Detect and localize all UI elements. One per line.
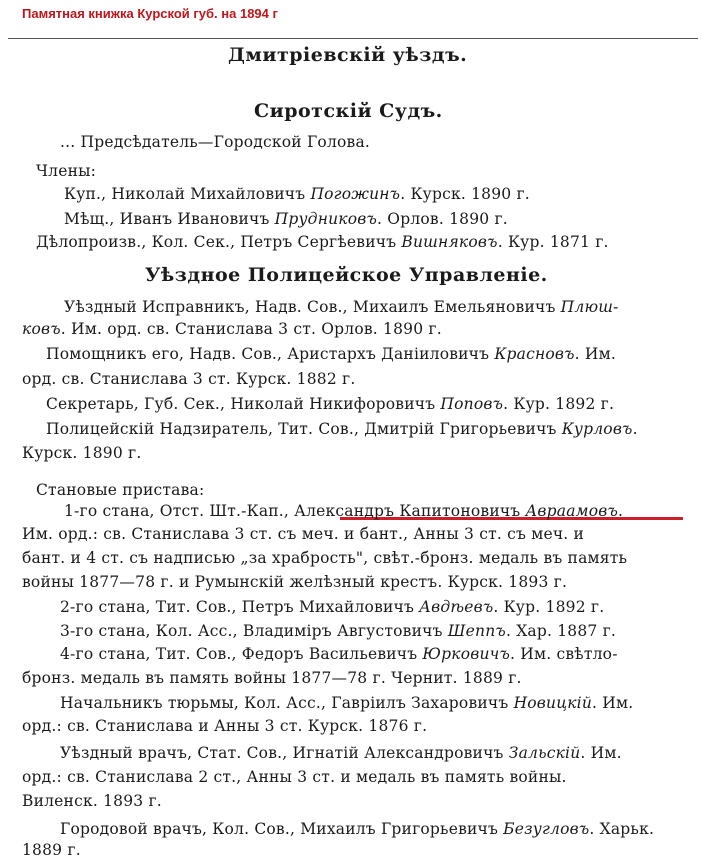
surname: Прудниковъ (274, 210, 378, 228)
surname: Поповъ (440, 395, 504, 413)
text-fragment: Уѣздный врачъ, Стат. Сов., Игнатій Александровичъ (60, 744, 509, 762)
surname: Погожинъ (310, 185, 401, 203)
text-line (60, 744, 622, 762)
text-fragment: бант. и 4 ст. съ надписью „за храбрость", свѣт.-бронз. медаль въ память (22, 549, 628, 567)
text-line (60, 598, 604, 616)
text-line (22, 573, 567, 591)
text-fragment: Уѣздный Исправникъ, Надв. Сов., Михаилъ Емельяновичъ (64, 298, 561, 316)
text-fragment: . Им. (580, 744, 622, 762)
text-line (22, 549, 627, 567)
surname: Вишняковъ (401, 233, 498, 251)
text-fragment: 2-го стана, Тит. Сов., Петръ Михайловичъ (60, 598, 420, 616)
text-line (46, 420, 638, 438)
text-line (22, 792, 162, 810)
text-line (22, 444, 141, 462)
text-fragment: войны 1877—78 г. и Румынскій желѣзный крестъ. Курск. 1893 г. (22, 573, 568, 591)
text-line (36, 233, 609, 251)
text-fragment: Секретарь, Губ. Сек., Николай Никифоровичъ (46, 395, 441, 413)
text-fragment: Мѣщ., Иванъ Ивановичъ (64, 210, 275, 228)
section-heading-police: Уѣздное Полицейское Управленіе. (145, 264, 548, 286)
text-line (64, 298, 619, 316)
text-line (64, 502, 623, 520)
surname: Красновъ (494, 345, 575, 363)
text-line (60, 133, 370, 151)
text-line (64, 210, 508, 228)
text-line (60, 622, 616, 640)
text-fragment: Им. орд.: св. Станислава 3 ст. съ меч. и бант., Анны 3 ст. съ меч. и (22, 525, 585, 543)
text-fragment: . (617, 502, 624, 520)
text-fragment: 1-го стана, Отст. Шт.-Кап., Александръ Капитоновичъ (64, 502, 526, 520)
text-fragment: . Харьк. (589, 820, 655, 838)
text-line (22, 370, 356, 388)
text-line (60, 694, 633, 712)
text-fragment: . Им. свѣтло- (510, 645, 618, 663)
text-fragment: . Им. (592, 694, 634, 712)
text-fragment: Члены: (36, 162, 97, 180)
text-line (22, 320, 442, 338)
text-fragment: Становые пристава: (36, 481, 205, 499)
text-fragment: . Им. орд. св. Станислава 3 ст. Орлов. 1890 г. (60, 320, 442, 338)
surname: Безугловъ (503, 820, 590, 838)
text-line (22, 841, 81, 859)
text-fragment: Начальникъ тюрьмы, Кол. Асс., Гавріилъ Захаровичъ (60, 694, 514, 712)
text-line (60, 820, 654, 838)
text-line (22, 768, 567, 786)
text-fragment: . Кур. 1892 г. (493, 598, 605, 616)
text-line (36, 162, 96, 180)
surname: Шеппъ (447, 622, 506, 640)
text-fragment: Курск. 1890 г. (22, 444, 142, 462)
section-heading-orphan-court: Сиротскій Судъ. (254, 100, 443, 122)
text-fragment: . (632, 420, 638, 438)
text-fragment: 4-го стана, Тит. Сов., Федоръ Васильевичъ (60, 645, 423, 663)
text-fragment: Дѣлопроизв., Кол. Сек., Петръ Сергѣевичъ (36, 233, 402, 251)
text-line (64, 185, 530, 203)
text-fragment: ... Предсѣдатель—Городской Голова. (60, 133, 371, 151)
surname: Авдѣевъ (419, 598, 494, 616)
surname: Курловъ (561, 420, 633, 438)
text-fragment: Городовой врачъ, Кол. Сов., Михаилъ Григорьевичъ (60, 820, 504, 838)
text-fragment: . Хар. 1887 г. (505, 622, 617, 640)
text-line (46, 345, 616, 363)
text-fragment: бронз. медаль въ память войны 1877—78 г. Чернит. 1889 г. (22, 669, 522, 687)
surname: Плюш- (560, 298, 619, 316)
text-line (36, 481, 204, 499)
text-fragment: орд.: св. Станислава и Анны 3 ст. Курск. 1876 г. (22, 717, 428, 735)
text-line (22, 669, 522, 687)
text-fragment: орд. св. Станислава 3 ст. Курск. 1882 г. (22, 370, 356, 388)
text-fragment: . Курск. 1890 г. (400, 185, 530, 203)
text-fragment: Помощникъ его, Надв. Сов., Аристархъ Даніиловичъ (46, 345, 495, 363)
text-fragment: 3-го стана, Кол. Асс., Владиміръ Августовичъ (60, 622, 448, 640)
text-line (46, 395, 614, 413)
district-title: Дмитріевскій уѣздъ. (228, 44, 468, 66)
text-fragment: орд.: св. Станислава 2 ст., Анны 3 ст. и медаль въ память войны. (22, 768, 567, 786)
text-fragment: Виленск. 1893 г. (22, 792, 162, 810)
text-fragment: Куп., Николай Михайловичъ (64, 185, 311, 203)
surname: ковъ (22, 320, 61, 338)
surname: Зальскій (508, 744, 581, 762)
text-line (22, 525, 584, 543)
text-fragment: Полицейскій Надзиратель, Тит. Сов., Дмитрій Григорьевичъ (46, 420, 562, 438)
text-line (60, 645, 618, 663)
text-fragment: . Орлов. 1890 г. (377, 210, 508, 228)
surname: Юрковичъ (422, 645, 511, 663)
text-fragment: 1889 г. (22, 841, 81, 859)
text-line (22, 717, 427, 735)
top-rule (8, 38, 698, 39)
surname: Новицкій (513, 694, 593, 712)
page-caption: Памятная книжка Курской губ. на 1894 г (22, 6, 278, 21)
text-fragment: . Кур. 1871 г. (497, 233, 609, 251)
text-fragment: . Им. (574, 345, 617, 363)
surname: Авраамовъ (525, 502, 618, 520)
text-fragment: . Кур. 1892 г. (503, 395, 615, 413)
